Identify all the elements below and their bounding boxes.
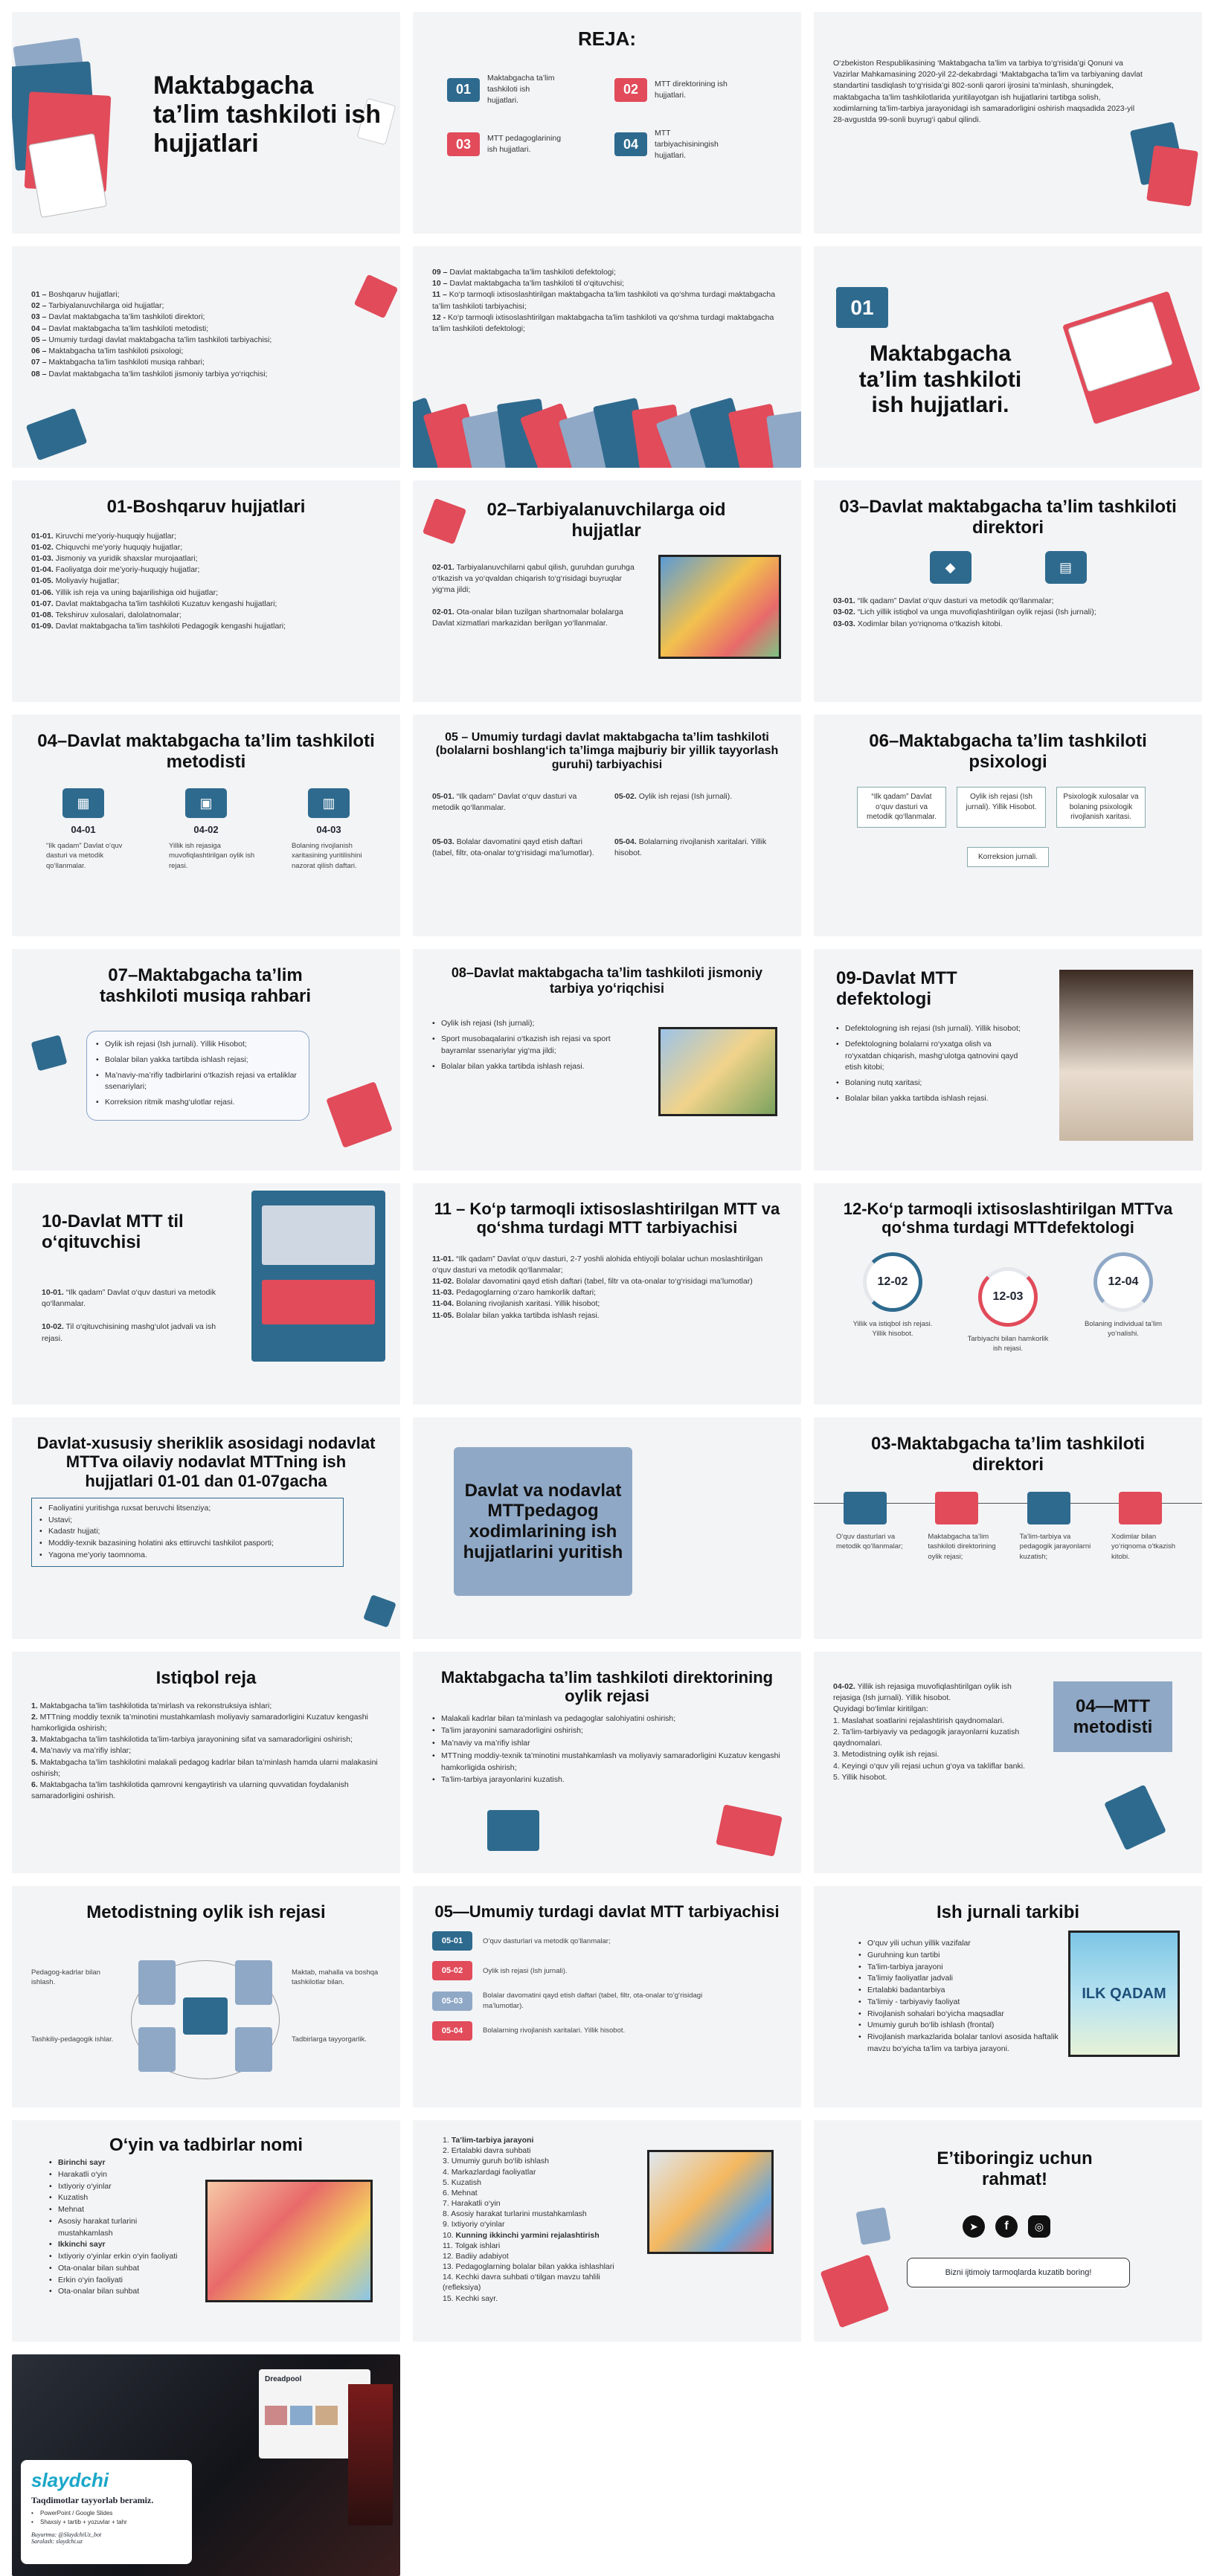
info-box: Oylik ish rejasi (Ish jurnali). Yillik Hisobot.	[957, 787, 1046, 828]
plan-item	[614, 128, 782, 162]
list-item: 1. Ta’lim-tarbiya jarayoni	[443, 2136, 534, 2145]
list-item: 4. Markazlardagi faoliyatlar	[443, 2167, 536, 2177]
list-item: 4. Ma’naviy va ma’rifiy ishlar;	[31, 1746, 132, 1756]
plan-text: MTT pedagoglarining ish hujjatlari.	[487, 134, 562, 155]
slide-title: 02–Tarbiyalanuvchilarga oid hujjatlar	[486, 500, 726, 541]
list-item: • Erkin o‘yin faoliyati	[49, 2275, 183, 2287]
list-item: 01-01. Kiruvchi me’yoriy-huquqiy hujjatlar;	[31, 531, 176, 541]
instagram-icon[interactable]: ◎	[1028, 2215, 1050, 2238]
ad-card: slaydchi Taqdimotlar tayyorlab beramiz. • PowerPoint / Google Slides • Shaxsiy + tartib + yozuvlar + tahr Buyurtma: @SlaydchiUz_bot Saralash: slaydchi.uz	[21, 2460, 192, 2564]
list-item: 05-04. Bolalarning rivojlanish xaritalari. Yillik hisobot.	[614, 837, 767, 857]
list-item: • Bolalar bilan yakka tartibda ishlash rejasi.	[432, 1061, 618, 1073]
list-item: 12. Badiiy adabiyot	[443, 2251, 509, 2261]
list-item: • Ma’naviy va ma’rifiy ishlar	[432, 1738, 782, 1750]
title-card	[1053, 1681, 1172, 1752]
slide-22[interactable]	[12, 1652, 400, 1873]
slide-title: REJA:	[577, 28, 636, 50]
list-item: • Asosiy harakat turlarini mustahkamlash	[49, 2216, 183, 2240]
document-icon	[235, 2027, 272, 2072]
plan-text: MTT direktorining ish hujjatlari.	[655, 79, 728, 100]
plan-number: 04	[614, 132, 647, 156]
list-item: • Ota-onalar bilan suhbat	[49, 2286, 183, 2298]
slide-25[interactable]	[12, 1886, 400, 2108]
list-item: 5. Maktabgacha ta’lim tashkilotini malakali pedagog kadrlar bilan ta’minlash hamda ularni malakasini oshirish;	[31, 1757, 378, 1778]
trash-icon: ▥	[308, 788, 350, 818]
list-item: • Defektologning bolalarni ro‘yxatga olish va ro‘yxatdan chiqarish, mashg‘ulotga qatnovini qayd etish kitobi;	[836, 1039, 1030, 1074]
list-item: • Malakali kadrlar bilan ta’minlash va pedagoglar salohiyatini oshirish;	[432, 1713, 782, 1725]
plan-number: 03	[447, 132, 480, 156]
list-item: 5. Yillik hisobot.	[833, 1772, 887, 1782]
layers-icon: ◆	[930, 551, 971, 584]
list-item: 1. Maktabgacha ta’lim tashkilotida ta’mirlash va rekonstruksiya ishlari;	[31, 1701, 272, 1710]
slide-title: 11 – Ko‘p tarmoqli ixtisoslashtirilgan MTT va qo‘shma turdagi MTT tarbiyachisi	[434, 1200, 780, 1237]
list-item: • Mehnat	[49, 2204, 183, 2216]
defectolog-item: 12-04 Bolaning individual ta’lim yo‘nalishi.	[1079, 1252, 1168, 1354]
plan-number: 01	[447, 78, 480, 102]
list-item: 1. Maslahat soatlarini rejalashtirish qaydnomalari.	[833, 1716, 1004, 1725]
plan-item	[447, 73, 614, 107]
list-item: • Rivojlanish sohalari bo‘yicha maqsadlar	[858, 2009, 1059, 2020]
list-item: 05-01. “Ilk qadam” Davlat o‘quv dasturi va metodik qo‘llanmalar.	[432, 792, 577, 813]
folder-icon	[183, 1997, 228, 2035]
director-item: Maktabgacha ta’lim tashkiloti direktorining oylik rejasi;	[928, 1492, 1002, 1562]
tarbiyachi-item: 05-04 Bolalarning rivojlanish xaritalari. Yillik hisobot.	[432, 2021, 782, 2041]
list-item: 11-01. “Ilk qadam” Davlat o‘quv dasturi, 2-7 yoshli alohida ehtiyojli bolalar uchun moslashtirilgan o‘quv dasturi va metodik qo‘llanmalar;	[432, 1254, 763, 1275]
follow-button[interactable]: Bizni ijtimoiy tarmoqlarda kuzatib boring!	[907, 2258, 1130, 2287]
list-item: 01-09. Davlat maktabgacha ta’lim tashkiloti Pedagogik kengashi hujjatlari;	[31, 622, 286, 631]
list-item: • Ixtiyoriy o‘yinlar	[49, 2181, 183, 2193]
defectolog-item: 12-02 Yillik va istiqbol ish rejasi. Yillik hisobot.	[848, 1252, 937, 1354]
list-item: 10-02. Til o‘qituvchisining mashg‘ulot jadvali va ish rejasi.	[42, 1322, 216, 1343]
teacher-kids-photo	[647, 2150, 774, 2254]
paper-graphic	[28, 133, 107, 218]
list-item: • Ustavi;	[39, 1515, 335, 1527]
slide-title: 05 – Umumiy turdagi davlat maktabgacha ta’lim tashkiloti (bolalarni boshlang‘ich ta’limga majburiy bir yillik tayyorlash guruhi) tarbiyachisi	[435, 731, 779, 771]
paper-icon	[855, 2207, 890, 2245]
slide-3[interactable]	[814, 12, 1202, 234]
metodist-item: ▣ 04-02 Yillik ish rejasiga muvofiqlashtirilgan oylik ish rejasi.	[154, 788, 258, 871]
slide-5[interactable]	[413, 246, 801, 468]
plan-text: Maktabgacha ta’lim tashkiloti ish hujjatlari.	[487, 73, 555, 106]
info-box: Psixologik xulosalar va bolaning psixologik rivojlanish xaritasi.	[1056, 787, 1146, 828]
document-icon: ▤	[1045, 551, 1087, 584]
list-item: 2. Ta’lim-tarbiyaviy va pedagogik jarayonlarni kuzatish qaydnomalari.	[833, 1727, 1020, 1748]
list-item: • Bolaning nutq xaritasi;	[836, 1078, 1030, 1089]
list-item: 13. Pedagoglarning bolalar bilan yakka ishlashlari	[443, 2262, 614, 2272]
list-item: 11-02. Bolalar davomatini qayd etish daftari (tabel, filtr va ota-onalar to‘g‘risidagi ma’lumotlar)	[432, 1277, 753, 1287]
list-item: 14. Kechki davra suhbati o‘tilgan mavzu tahlili (refleksiya)	[443, 2273, 600, 2293]
slide-9[interactable]	[814, 480, 1202, 702]
tarbiyachi-item: 05-02 Oylik ish rejasi (Ish jurnali).	[432, 1961, 782, 1980]
tarbiyachi-item: 05-01 O‘quv dasturlari va metodik qo‘llanmalar;	[432, 1931, 782, 1951]
slide-30[interactable]	[814, 2120, 1202, 2342]
list-item: 01-05. Moliyaviy hujjatlar;	[31, 576, 120, 586]
cycle-label: Tashkiliy-pedagogik ishlar.	[31, 2035, 114, 2044]
list-item: • Ta’lim-tarbiya jarayoni	[858, 1962, 1059, 1974]
list-item: 03-03. Xodimlar bilan yo‘riqnoma o‘tkazish kitobi.	[833, 619, 1003, 628]
slide-23[interactable]	[413, 1652, 801, 1873]
slide-1[interactable]	[12, 12, 400, 234]
slide-title: Davlat va nodavlat MTTpedagog xodimlarining ish hujjatlarini yuritish	[463, 1480, 623, 1562]
facebook-icon[interactable]: f	[995, 2215, 1018, 2238]
slide-8[interactable]	[413, 480, 801, 702]
folders-strip-graphic	[413, 386, 801, 468]
metodist-item: ▦ 04-01 “Ilk qadam” Davlat o‘quv dasturi va metodik qo‘llanmalar.	[31, 788, 135, 871]
plan-number: 02	[614, 78, 647, 102]
list-item: 3. Umumiy guruh bo‘lib ishlash	[443, 2157, 549, 2166]
briefcase-icon: ▣	[185, 788, 227, 818]
intro-paragraph: O‘zbekiston Respublikasining ‘Maktabgacha ta’lim va tarbiya to‘g‘risida’gi Qonuni va Vazirlar Mahkamasining 2020-yil 22-dekabrdagi ‘Maktabgacha ta’lim va tarbiyaning davlat standartini tasdiqlash to‘g‘risida’gi 802-sonli qarori ijrosini ta’minlash, shuningdek, maktabgacha ta’lim tashkilotlarida yuritilayotgan ish hujjatlarini tartibga solish, xodimlarning ta’lim-tarbiya jarayonidagi ish samaradorligini oshirish maqsadida 2023-yil 28-avgustda 99-sonli buyrug‘i qabul qilindi.	[833, 59, 1143, 125]
list-item: • Defektologning ish rejasi (Ish jurnali). Yillik hisobot;	[836, 1023, 1030, 1035]
list-item: • Kuzatish	[49, 2192, 183, 2204]
list-item: • Korreksion ritmik mashg‘ulotlar rejasi.	[96, 1097, 300, 1109]
folder-graphic	[1146, 145, 1198, 207]
cabinet-graphic	[251, 1191, 385, 1362]
kids-photo	[205, 2180, 373, 2302]
slide-27[interactable]	[814, 1886, 1202, 2108]
slide-title: Ish jurnali tarkibi	[936, 1902, 1080, 1922]
slide-title: 01-Boshqaruv hujjatlari	[106, 497, 306, 517]
requirements-box	[31, 1498, 344, 1567]
book-title: ILK QADAM	[1082, 1985, 1166, 2002]
list-item: 03-01. “Ilk qadam” Davlat o‘quv dasturi va metodik qo‘llanmalar;	[833, 596, 1054, 606]
list-item: 9. Ixtiyoriy o‘yinlar	[443, 2220, 505, 2229]
list-item: 11. Tolgak ishlari	[443, 2241, 501, 2250]
slide-29[interactable]	[413, 2120, 801, 2342]
slide-21[interactable]	[814, 1417, 1202, 1639]
list-item: 6. Mehnat	[443, 2188, 478, 2197]
list-item: 2. Ertalabki davra suhbati	[443, 2146, 531, 2156]
slide-title: 08–Davlat maktabgacha ta’lim tashkiloti jismoniy tarbiya yo‘riqchisi	[451, 965, 763, 996]
director-item: O‘quv dasturlari va metodik qo‘llanmalar;	[836, 1492, 910, 1562]
cycle-label: Pedagog-kadrlar bilan ishlash.	[31, 1968, 100, 1987]
brand-logo: slaydchi	[31, 2469, 109, 2491]
list-item: 08 – Davlat maktabgacha ta’lim tashkiloti jismoniy tarbiya yo‘riqchisi;	[31, 369, 268, 379]
list-item: 7. Harakatli o‘yin	[443, 2199, 501, 2209]
list-item: • Yagona me’yoriy taomnoma.	[39, 1550, 335, 1562]
list-item: • Umumiy guruh bo‘lib ishlash (frontal)	[858, 2020, 1059, 2032]
book-cover	[1068, 1931, 1180, 2057]
slide-title: 06–Maktabgacha ta’lim tashkiloti psixologi	[869, 731, 1147, 772]
cycle-label: Tadbirlarga tayyorgarlik.	[292, 2035, 367, 2044]
list-item: • Guruhning kun tartibi	[858, 1950, 1059, 1962]
list-item: 01-08. Tekshiruv xulosalari, dalolatnomalar;	[31, 611, 182, 620]
list-item: • Ikkinchi sayr	[49, 2239, 183, 2251]
plan-text: MTT tarbiyachisiningish hujjatlari.	[655, 128, 719, 160]
list-item: • Ta’limiy - tarbiyaviy faoliyat	[858, 1997, 1059, 2009]
list-item: • Ma’naviy-ma’rifiy tadbirlarini o‘tkazish rejasi va ertaliklar ssenariylari;	[96, 1070, 300, 1094]
slide-17[interactable]	[413, 1183, 801, 1405]
folder-icon	[326, 1081, 393, 1148]
slide-title: 07–Maktabgacha ta’lim tashkiloti musiqa rahbari	[99, 965, 312, 1006]
list-item: 09 – Davlat maktabgacha ta’lim tashkiloti defektologi;	[432, 268, 616, 277]
slide-title: Maktabgacha ta’lim tashkiloti direktorining oylik rejasi	[440, 1668, 774, 1706]
list-item: 11-03. Pedagoglarning o‘zaro hamkorlik daftari;	[432, 1288, 597, 1298]
slide-title: Davlat-xususiy sheriklik asosidagi nodavlat MTTva oilaviy nodavlat MTTning ish hujjatlari 01-01 dan 01-07gacha	[36, 1434, 376, 1490]
slide-26[interactable]	[413, 1886, 801, 2108]
journal-list	[443, 2135, 636, 2304]
list-item: 01-06. Yillik ish reja va uning bajarilishiga oid hujjatlar;	[31, 587, 218, 597]
slide-title: 03–Davlat maktabgacha ta’lim tashkiloti direktori	[839, 497, 1177, 538]
list-item: • Faoliyatini yuritishga ruxsat beruvchi litsenziya;	[39, 1503, 335, 1515]
folder-icon	[31, 1035, 68, 1072]
character-graphic	[348, 2384, 393, 2525]
sub-heading: Quyidagi bo‘limlar kiritilgan:	[833, 1704, 928, 1714]
slide-grid	[12, 12, 1202, 2576]
slide-16[interactable]	[12, 1183, 400, 1405]
list-item: 3. Metodistning oylik ish rejasi.	[833, 1750, 940, 1759]
list-item: 03 – Davlat maktabgacha ta’lim tashkiloti direktori;	[31, 312, 205, 322]
list-item: 06 – Maktabgacha ta’lim tashkiloti psixologi;	[31, 347, 184, 356]
preview-card: Dreadpool	[259, 2369, 370, 2459]
list-item: 01-03. Jismoniy va yuridik shaxslar murojaatlari;	[31, 554, 198, 564]
slide-28[interactable]	[12, 2120, 400, 2342]
slide-15[interactable]	[814, 949, 1202, 1171]
list-item: 05 – Umumiy turdagi davlat maktabgacha ta’lim tashkiloti tarbiyachisi;	[31, 335, 272, 344]
list-item: 04 – Davlat maktabgacha ta’lim tashkiloti metodisti;	[31, 323, 209, 333]
list-item: 01-07. Davlat maktabgacha ta’lim tashkiloti Kuzatuv kengashi hujjatlari;	[31, 599, 277, 608]
list-item: 01-02. Chiquvchi me’yoriy huquqiy hujjatlar;	[31, 542, 183, 552]
document-icon	[138, 2027, 176, 2072]
info-box: Korreksion jurnali.	[967, 847, 1049, 868]
list-item: 4. Keyingi o‘quv yili rejasi uchun g‘oya va takliflar banki.	[833, 1761, 1025, 1771]
list-item: 11-04. Bolaning rivojlanish xaritasi. Yillik hisobot;	[432, 1299, 600, 1309]
list-item: 03-02. “Lich yillik istiqbol va unga muvofiqlashtirilgan oylik rejasi (Ish jurnali);	[833, 608, 1096, 617]
document-icon	[235, 1960, 272, 2005]
document-icon	[138, 1960, 176, 2005]
list-item: • Ta’lim-tarbiya jarayonlarini kuzatish.	[432, 1774, 782, 1786]
list-item: • Oylik ish rejasi (Ish jurnali);	[432, 1018, 618, 1030]
slide-14[interactable]	[413, 949, 801, 1171]
teacher-photo	[1059, 970, 1193, 1141]
slide-title: O‘yin va tadbirlar nomi	[109, 2135, 304, 2155]
list-item: 02-01. Tarbiyalanuvchilarni qabul qilish, guruhdan guruhga o‘tkazish va yo‘qvaldan chiqarish to‘g‘risidagi buyruqlar yig‘ma jildi;	[432, 563, 635, 595]
list-item: 07 – Maktabgacha ta’lim tashkiloti musiqa rahbari;	[31, 358, 205, 367]
plan-item	[614, 73, 782, 107]
list-item: 8. Asosiy harakat turlarini mustahkamlash	[443, 2209, 587, 2219]
list-item: • Ta’lim jarayonini samaradorligini oshirish;	[432, 1725, 782, 1737]
list-item: 11 – Ko‘p tarmoqli ixtisoslashtirilgan maktabgacha ta’lim tashkiloti va qo‘shma turdagi maktabgacha ta’lim tashkiloti tarbiyachisi;	[432, 290, 776, 311]
info-box: “Ilk qadam” Davlat o‘quv dasturi va metodik qo‘llanmalar.	[857, 787, 946, 828]
list-item: • Oylik ish rejasi (Ish jurnali). Yillik Hisobot;	[96, 1039, 300, 1051]
metodist-item: ▥ 04-03 Bolaning rivojlanish xaritasining yuritilishini nazorat qilish daftari.	[277, 788, 381, 871]
slide-title: 09-Davlat MTT defektologi	[836, 968, 957, 1009]
calendar-icon: ▦	[62, 788, 104, 818]
slide-title: 04–Davlat maktabgacha ta’lim tashkiloti metodisti	[37, 731, 375, 772]
list-item: 3. Maktabgacha ta’lim tashkilotida ta’lim-tarbiya jarayonining sifat va samaradorligini oshirish;	[31, 1735, 353, 1745]
list-item: • Ertalabki badantarbiya	[858, 1985, 1059, 1997]
list-item: • Ota-onalar bilan suhbat	[49, 2263, 183, 2275]
slide-7[interactable]	[12, 480, 400, 702]
slide-title: Maktabgacha ta’lim tashkiloti ish hujjatlari.	[858, 341, 1022, 417]
list-item: 02-01. Ota-onalar bilan tuzilgan shartnomalar bolalarga Davlat xizmatlari markazidan berilgan yo‘llanmalar.	[432, 607, 623, 628]
list-item: • Ixtiyoriy o‘yinlar erkin o‘yin faoliyati	[49, 2251, 183, 2263]
slide-title: 10-Davlat MTT til o‘qituvchisi	[42, 1211, 184, 1252]
tarbiyachi-item: 05-03 Bolalar davomatini qayd etish daftari (tabel, filtr, ota-onalar to‘g‘risidagi ma’lumotlar).	[432, 1991, 782, 2011]
folder-icon	[1104, 1785, 1166, 1851]
slide-31-ad[interactable]	[12, 2354, 400, 2576]
slide-18[interactable]	[814, 1183, 1202, 1405]
list-item: • Kadastr hujjati;	[39, 1526, 335, 1538]
list-item: • Harakatli o‘yin	[49, 2169, 183, 2181]
slide-title: Metodistning oylik ish rejasi	[86, 1902, 326, 1922]
slide-4[interactable]	[12, 246, 400, 468]
list-item: • Birinchi sayr	[49, 2157, 183, 2169]
director-item: Xodimlar bilan yo‘riqnoma o‘tkazish kitobi.	[1111, 1492, 1186, 1562]
list-item: 10. Kunning ikkinchi yarmini rejalashtirish	[443, 2230, 600, 2240]
list-item: • Bolalar bilan yakka tartibda ishlash rejasi;	[96, 1054, 300, 1066]
list-item: 2. MTTning moddiy texnik ta’minotini mustahkamlash moliyaviy samaradorligini Kuzatuv kengashi hamkorligida oshirish;	[31, 1712, 368, 1733]
list-item: 10 – Davlat maktabgacha ta’lim tashkiloti til o‘qituvchisi;	[432, 279, 624, 289]
slide-20[interactable]	[413, 1417, 801, 1639]
list-item: 05-02. Oylik ish rejasi (Ish jurnali).	[614, 792, 733, 802]
slide-title: E’tiboringiz uchun rahmat!	[937, 2148, 1093, 2189]
games-list	[49, 2157, 183, 2298]
classroom-photo	[658, 555, 781, 659]
slide-10[interactable]	[12, 715, 400, 936]
list-item: 15. Kechki sayr.	[443, 2293, 498, 2303]
list-item: 10-01. “Ilk qadam” Davlat o‘quv dasturi va metodik qo‘llanmalar.	[42, 1288, 216, 1309]
list-item: 12 - Ko‘p tarmoqli ixtisoslashtirilgan maktabgacha ta’lim tashkiloti va qo‘shma turdagi maktabgacha ta’lim tashkiloti defektologi;	[432, 312, 774, 334]
slide-title: 12-Ko‘p tarmoqli ixtisoslashtirilgan MTTva qo‘shma turdagi MTTdefektologi	[843, 1200, 1173, 1237]
slide-2[interactable]	[413, 12, 801, 234]
director-item: Ta’lim-tarbiya va pedagogik jarayonlarni kuzatish;	[1020, 1492, 1094, 1562]
folder-icon	[423, 498, 466, 544]
slide-title: 05—Umumiy turdagi davlat MTT tarbiyachisi	[434, 1902, 780, 1921]
telegram-icon[interactable]: ➤	[963, 2215, 985, 2238]
bullet-card	[86, 1031, 309, 1121]
plan-item	[447, 128, 614, 162]
intro-line: 04-02. Yillik ish rejasiga muvofiqlashtirilgan oylik ish rejasiga (Ish jurnali). Yillik hisobot.	[833, 1682, 1012, 1703]
list-item: • Moddiy-texnik bazasining holatini aks ettiruvchi tashkilot pasporti;	[39, 1538, 335, 1550]
slide-19[interactable]	[12, 1417, 400, 1639]
section-number: 01	[836, 287, 888, 328]
title-card	[454, 1447, 632, 1596]
list-item: • Ta’limiy faoliyatlar jadvali	[858, 1973, 1059, 1985]
slide-title: 03-Maktabgacha ta’lim tashkiloti direktori	[870, 1434, 1146, 1475]
slide-11[interactable]	[413, 715, 801, 936]
list-item: 01 – Boshqaruv hujjatlari;	[31, 290, 120, 299]
defectolog-item: 12-03 Tarbiyachi bilan hamkorlik ish rejasi.	[963, 1267, 1053, 1354]
slide-title: Maktabgacha ta’lim tashkiloti ish hujjatlari	[153, 71, 382, 158]
slide-13[interactable]	[12, 949, 400, 1171]
slide-12[interactable]	[814, 715, 1202, 936]
slide-6[interactable]	[814, 246, 1202, 468]
list-item: • MTTning moddiy-texnik ta’minotini mustahkamlash va moliyaviy samaradorligini Kuzatuv kengashi hamkorligida oshirish;	[432, 1751, 782, 1774]
list-item: 02 – Tarbiyalanuvchilarga oid hujjatlar;	[31, 301, 164, 311]
list-item: • Bolalar bilan yakka tartibda ishlash rejasi.	[836, 1093, 1030, 1105]
list-item: • O‘quv yili uchun yillik vazifalar	[858, 1938, 1059, 1950]
slide-title: Istiqbol reja	[155, 1668, 257, 1688]
list-item: 05-03. Bolalar davomatini qayd etish daftari (tabel, filtr, ota-onalar to‘g‘risidagi ma’lumotlar).	[432, 837, 594, 857]
cycle-label: Maktab, mahalla va boshqa tashkilotlar bilan.	[292, 1968, 379, 1987]
list-item: • Rivojlanish markazlarida bolalar tanlovi asosida haftalik mavzu bo‘yicha ta’lim va tarbiya jarayoni.	[858, 2032, 1059, 2055]
list-item: 6. Maktabgacha ta’lim tashkilotida qamrovni kengaytirish va ularning quvvatidan foydalanish samaradorligini oshirish.	[31, 1780, 349, 1801]
list-item: 01-04. Faoliyatga doir me’yoriy-huquqiy hujjatlar;	[31, 565, 200, 575]
folder-icon	[820, 2254, 889, 2328]
list-item: • Sport musobaqalarini o‘tkazish ish rejasi va sport bayramlar ssenariylar yig‘ma jildi;	[432, 1034, 618, 1057]
sport-photo	[658, 1027, 777, 1116]
slide-24[interactable]	[814, 1652, 1202, 1873]
folder-icon	[487, 1810, 539, 1851]
list-item: 11-05. Bolalar bilan yakka tartibda ishlash rejasi.	[432, 1310, 600, 1320]
list-item: 5. Kuzatish	[443, 2177, 481, 2187]
slide-title: 04—MTT metodisti	[1073, 1696, 1153, 1737]
